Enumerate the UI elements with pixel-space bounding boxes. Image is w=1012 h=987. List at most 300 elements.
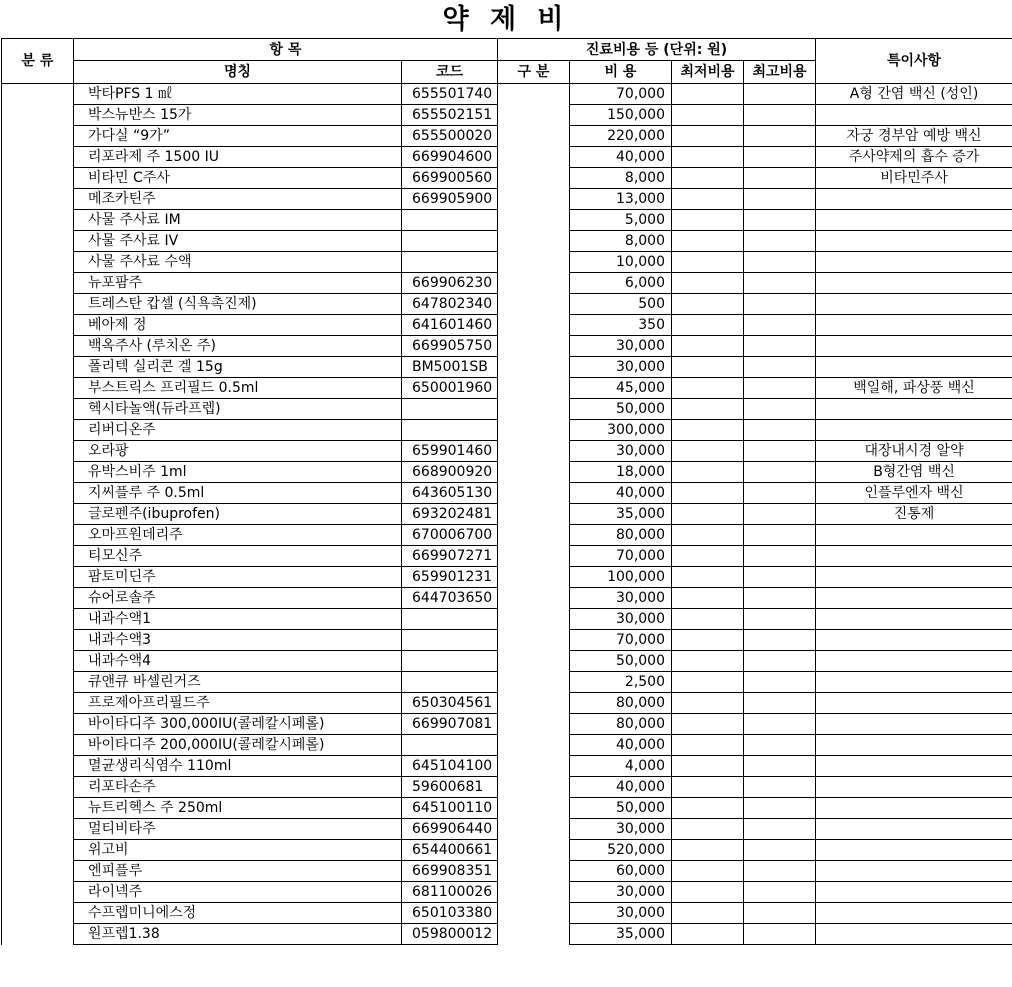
table-row (2, 651, 1012, 672)
drug-code-cell (402, 735, 498, 756)
note-cell (816, 714, 1012, 735)
cost-cell: 18,000 (570, 462, 672, 483)
drug-name-cell: 멸균생리식염수 110ml (74, 756, 402, 777)
category-cell (2, 588, 74, 609)
header-name: 명칭 (74, 61, 402, 84)
note-cell (816, 609, 1012, 630)
category-cell (2, 714, 74, 735)
min-cost-cell (672, 609, 744, 630)
min-cost-cell (672, 630, 744, 651)
table-row (2, 819, 1012, 840)
drug-code-cell: 669906230 (402, 273, 498, 294)
drug-code-cell: 670006700 (402, 525, 498, 546)
cost-cell: 13,000 (570, 189, 672, 210)
cost-cell: 4,000 (570, 756, 672, 777)
note-cell: 인플루엔자 백신 (816, 483, 1012, 504)
drug-name-cell: 바이타디주 200,000IU(콜레칼시페롤) (74, 735, 402, 756)
max-cost-cell (744, 210, 816, 231)
category-cell (2, 819, 74, 840)
table-row (2, 798, 1012, 819)
note-cell: B형간염 백신 (816, 462, 1012, 483)
gubun-cell (498, 483, 570, 504)
drug-name-cell: 헥시타놀액(듀라프렙) (74, 399, 402, 420)
drug-name-cell: 백옥주사 (루치온 주) (74, 336, 402, 357)
min-cost-cell (672, 273, 744, 294)
category-cell (2, 357, 74, 378)
drug-name-cell: 사물 주사료 IV (74, 231, 402, 252)
gubun-cell (498, 819, 570, 840)
max-cost-cell (744, 105, 816, 126)
min-cost-cell (672, 525, 744, 546)
drug-name-cell: 위고비 (74, 840, 402, 861)
category-cell (2, 798, 74, 819)
category-cell (2, 378, 74, 399)
note-cell (816, 798, 1012, 819)
drug-name-cell: 리포타손주 (74, 777, 402, 798)
drug-code-cell: 693202481 (402, 504, 498, 525)
min-cost-cell (672, 798, 744, 819)
note-cell (816, 336, 1012, 357)
category-cell (2, 693, 74, 714)
category-cell (2, 273, 74, 294)
min-cost-cell (672, 651, 744, 672)
min-cost-cell (672, 420, 744, 441)
min-cost-cell (672, 840, 744, 861)
min-cost-cell (672, 672, 744, 693)
max-cost-cell (744, 504, 816, 525)
cost-cell: 70,000 (570, 630, 672, 651)
drug-code-cell: 669908351 (402, 861, 498, 882)
min-cost-cell (672, 357, 744, 378)
table-row (2, 735, 1012, 756)
table-row (2, 126, 1012, 147)
drug-name-cell: 팜토미딘주 (74, 567, 402, 588)
cost-cell: 2,500 (570, 672, 672, 693)
max-cost-cell (744, 693, 816, 714)
cost-cell: 5,000 (570, 210, 672, 231)
cost-cell: 70,000 (570, 84, 672, 105)
drug-code-cell: 650304561 (402, 693, 498, 714)
drug-code-cell: 647802340 (402, 294, 498, 315)
max-cost-cell (744, 588, 816, 609)
drug-name-cell: 오마프원데리주 (74, 525, 402, 546)
gubun-cell (498, 147, 570, 168)
cost-cell: 50,000 (570, 798, 672, 819)
min-cost-cell (672, 378, 744, 399)
table-row (2, 882, 1012, 903)
header-cost: 비 용 (570, 61, 672, 84)
category-cell (2, 441, 74, 462)
note-cell (816, 231, 1012, 252)
drug-name-cell: 원프렙1.38 (74, 924, 402, 945)
drug-name-cell: 지씨플루 주 0.5ml (74, 483, 402, 504)
cost-cell: 30,000 (570, 882, 672, 903)
table-row (2, 231, 1012, 252)
note-cell: 대장내시경 알약 (816, 441, 1012, 462)
header-notes: 특이사항 (816, 39, 1012, 84)
category-cell (2, 840, 74, 861)
drug-code-cell (402, 210, 498, 231)
drug-name-cell: 사물 주사료 수액 (74, 252, 402, 273)
header-category: 분 류 (2, 39, 74, 84)
table-row (2, 672, 1012, 693)
table-row (2, 483, 1012, 504)
table-row (2, 462, 1012, 483)
note-cell (816, 189, 1012, 210)
gubun-cell (498, 525, 570, 546)
min-cost-cell (672, 504, 744, 525)
max-cost-cell (744, 672, 816, 693)
gubun-cell (498, 294, 570, 315)
min-cost-cell (672, 756, 744, 777)
table-row (2, 546, 1012, 567)
table-row (2, 588, 1012, 609)
drug-code-cell: 681100026 (402, 882, 498, 903)
drug-name-cell: 내과수액1 (74, 609, 402, 630)
header-code: 코드 (402, 61, 498, 84)
max-cost-cell (744, 651, 816, 672)
gubun-cell (498, 798, 570, 819)
cost-cell: 50,000 (570, 399, 672, 420)
note-cell (816, 567, 1012, 588)
drug-name-cell: 뉴포팜주 (74, 273, 402, 294)
cost-cell: 40,000 (570, 777, 672, 798)
cost-cell: 300,000 (570, 420, 672, 441)
table-row (2, 420, 1012, 441)
max-cost-cell (744, 567, 816, 588)
note-cell (816, 756, 1012, 777)
note-cell (816, 651, 1012, 672)
category-cell (2, 420, 74, 441)
cost-cell: 30,000 (570, 357, 672, 378)
note-cell: 진통제 (816, 504, 1012, 525)
drug-code-cell: 59600681 (402, 777, 498, 798)
table-row (2, 210, 1012, 231)
table-row (2, 84, 1012, 105)
drug-code-cell: 645104100 (402, 756, 498, 777)
category-cell (2, 651, 74, 672)
drug-name-cell: 부스트릭스 프리필드 0.5ml (74, 378, 402, 399)
category-cell (2, 147, 74, 168)
gubun-cell (498, 546, 570, 567)
drug-name-cell: 내과수액3 (74, 630, 402, 651)
table-row (2, 567, 1012, 588)
min-cost-cell (672, 462, 744, 483)
note-cell (816, 252, 1012, 273)
min-cost-cell (672, 735, 744, 756)
min-cost-cell (672, 336, 744, 357)
drug-name-cell: 슈어로솔주 (74, 588, 402, 609)
min-cost-cell (672, 231, 744, 252)
table-row (2, 294, 1012, 315)
drug-name-cell: 멀티비타주 (74, 819, 402, 840)
max-cost-cell (744, 756, 816, 777)
table-row (2, 756, 1012, 777)
category-cell (2, 861, 74, 882)
drug-code-cell: 669900560 (402, 168, 498, 189)
gubun-cell (498, 735, 570, 756)
note-cell (816, 735, 1012, 756)
category-cell (2, 336, 74, 357)
header-min-cost: 최저비용 (672, 61, 744, 84)
note-cell (816, 924, 1012, 945)
gubun-cell (498, 756, 570, 777)
max-cost-cell (744, 399, 816, 420)
max-cost-cell (744, 861, 816, 882)
category-cell (2, 735, 74, 756)
note-cell (816, 294, 1012, 315)
gubun-cell (498, 609, 570, 630)
gubun-cell (498, 189, 570, 210)
table-row (2, 777, 1012, 798)
note-cell (816, 672, 1012, 693)
max-cost-cell (744, 714, 816, 735)
cost-cell: 45,000 (570, 378, 672, 399)
drug-name-cell: 큐앤큐 바셀린거즈 (74, 672, 402, 693)
drug-name-cell: 오라팡 (74, 441, 402, 462)
note-cell (816, 693, 1012, 714)
gubun-cell (498, 882, 570, 903)
cost-cell: 350 (570, 315, 672, 336)
cost-cell: 80,000 (570, 714, 672, 735)
cost-cell: 8,000 (570, 168, 672, 189)
drug-code-cell (402, 252, 498, 273)
max-cost-cell (744, 546, 816, 567)
table-row (2, 252, 1012, 273)
note-cell (816, 777, 1012, 798)
table-row (2, 273, 1012, 294)
min-cost-cell (672, 126, 744, 147)
table-row (2, 189, 1012, 210)
drug-name-cell: 수프렙미니에스정 (74, 903, 402, 924)
drug-name-cell: 박스뉴반스 15가 (74, 105, 402, 126)
min-cost-cell (672, 588, 744, 609)
max-cost-cell (744, 609, 816, 630)
cost-cell: 150,000 (570, 105, 672, 126)
drug-name-cell: 뉴트리헥스 주 250ml (74, 798, 402, 819)
drug-code-cell (402, 630, 498, 651)
gubun-cell (498, 336, 570, 357)
min-cost-cell (672, 861, 744, 882)
header-cost-group: 진료비용 등 (단위: 원) (498, 39, 816, 61)
cost-cell: 40,000 (570, 147, 672, 168)
drug-name-cell: 프로제아프리필드주 (74, 693, 402, 714)
note-cell (816, 420, 1012, 441)
category-cell (2, 483, 74, 504)
max-cost-cell (744, 924, 816, 945)
note-cell: 자궁 경부암 예방 백신 (816, 126, 1012, 147)
min-cost-cell (672, 84, 744, 105)
max-cost-cell (744, 294, 816, 315)
gubun-cell (498, 651, 570, 672)
drug-name-cell: 티모신주 (74, 546, 402, 567)
drug-code-cell: 669907271 (402, 546, 498, 567)
note-cell (816, 840, 1012, 861)
min-cost-cell (672, 819, 744, 840)
max-cost-cell (744, 735, 816, 756)
drug-code-cell: 645100110 (402, 798, 498, 819)
page-title: 약 제 비 (442, 4, 570, 35)
cost-cell: 500 (570, 294, 672, 315)
note-cell (816, 210, 1012, 231)
drug-code-cell: 643605130 (402, 483, 498, 504)
min-cost-cell (672, 105, 744, 126)
max-cost-cell (744, 819, 816, 840)
min-cost-cell (672, 147, 744, 168)
cost-cell: 50,000 (570, 651, 672, 672)
table-row (2, 924, 1012, 945)
drug-code-cell: BM5001SB (402, 357, 498, 378)
max-cost-cell (744, 378, 816, 399)
category-cell (2, 546, 74, 567)
table-row (2, 315, 1012, 336)
table-row (2, 714, 1012, 735)
min-cost-cell (672, 924, 744, 945)
cost-cell: 100,000 (570, 567, 672, 588)
table-row (2, 861, 1012, 882)
table-row (2, 378, 1012, 399)
gubun-cell (498, 462, 570, 483)
note-cell: 백일해, 파상풍 백신 (816, 378, 1012, 399)
table-row (2, 840, 1012, 861)
note-cell: 주사약제의 흡수 증가 (816, 147, 1012, 168)
category-cell (2, 84, 74, 105)
category-cell (2, 903, 74, 924)
table-row (2, 441, 1012, 462)
max-cost-cell (744, 168, 816, 189)
drug-code-cell: 641601460 (402, 315, 498, 336)
max-cost-cell (744, 798, 816, 819)
max-cost-cell (744, 630, 816, 651)
cost-cell: 220,000 (570, 126, 672, 147)
drug-name-cell: 내과수액4 (74, 651, 402, 672)
note-cell (816, 525, 1012, 546)
cost-cell: 40,000 (570, 483, 672, 504)
drug-code-cell: 669905750 (402, 336, 498, 357)
min-cost-cell (672, 189, 744, 210)
table-row (2, 609, 1012, 630)
note-cell (816, 357, 1012, 378)
gubun-cell (498, 420, 570, 441)
cost-cell: 6,000 (570, 273, 672, 294)
cost-cell: 30,000 (570, 336, 672, 357)
drug-name-cell: 리버디온주 (74, 420, 402, 441)
min-cost-cell (672, 882, 744, 903)
cost-cell: 70,000 (570, 546, 672, 567)
cost-cell: 30,000 (570, 441, 672, 462)
drug-name-cell: 가다실 “9가” (74, 126, 402, 147)
table-row (2, 693, 1012, 714)
max-cost-cell (744, 357, 816, 378)
category-cell (2, 882, 74, 903)
max-cost-cell (744, 441, 816, 462)
drug-code-cell (402, 231, 498, 252)
drug-code-cell: 669906440 (402, 819, 498, 840)
cost-cell: 35,000 (570, 504, 672, 525)
table-body (2, 84, 1012, 945)
drug-name-cell: 트레스탄 캅셀 (식욕촉진제) (74, 294, 402, 315)
min-cost-cell (672, 546, 744, 567)
drug-name-cell: 비타민 C주사 (74, 168, 402, 189)
cost-cell: 10,000 (570, 252, 672, 273)
drug-cost-table (1, 38, 1012, 945)
max-cost-cell (744, 777, 816, 798)
drug-code-cell: 669905900 (402, 189, 498, 210)
note-cell (816, 399, 1012, 420)
cost-cell: 35,000 (570, 924, 672, 945)
min-cost-cell (672, 903, 744, 924)
drug-code-cell: 655501740 (402, 84, 498, 105)
category-cell (2, 189, 74, 210)
gubun-cell (498, 315, 570, 336)
max-cost-cell (744, 840, 816, 861)
category-cell (2, 504, 74, 525)
max-cost-cell (744, 462, 816, 483)
drug-code-cell: 655500020 (402, 126, 498, 147)
gubun-cell (498, 357, 570, 378)
table-row (2, 357, 1012, 378)
gubun-cell (498, 672, 570, 693)
max-cost-cell (744, 273, 816, 294)
note-cell (816, 315, 1012, 336)
category-cell (2, 294, 74, 315)
gubun-cell (498, 441, 570, 462)
table-row (2, 525, 1012, 546)
gubun-cell (498, 840, 570, 861)
gubun-cell (498, 714, 570, 735)
drug-code-cell: 654400661 (402, 840, 498, 861)
max-cost-cell (744, 189, 816, 210)
gubun-cell (498, 399, 570, 420)
note-cell (816, 588, 1012, 609)
drug-code-cell: 669904600 (402, 147, 498, 168)
gubun-cell (498, 924, 570, 945)
table-row (2, 903, 1012, 924)
drug-name-cell: 폴리텍 실리콘 겔 15g (74, 357, 402, 378)
table-row (2, 336, 1012, 357)
cost-cell: 80,000 (570, 525, 672, 546)
note-cell (816, 882, 1012, 903)
category-cell (2, 630, 74, 651)
drug-name-cell: 베아제 정 (74, 315, 402, 336)
cost-cell: 520,000 (570, 840, 672, 861)
category-cell (2, 609, 74, 630)
note-cell (816, 105, 1012, 126)
max-cost-cell (744, 420, 816, 441)
drug-name-cell: 박타PFS 1 ㎖ (74, 84, 402, 105)
gubun-cell (498, 378, 570, 399)
min-cost-cell (672, 210, 744, 231)
gubun-cell (498, 861, 570, 882)
min-cost-cell (672, 399, 744, 420)
drug-name-cell: 유박스비주 1ml (74, 462, 402, 483)
category-cell (2, 924, 74, 945)
min-cost-cell (672, 567, 744, 588)
max-cost-cell (744, 525, 816, 546)
drug-code-cell: 650103380 (402, 903, 498, 924)
max-cost-cell (744, 882, 816, 903)
cost-cell: 8,000 (570, 231, 672, 252)
cost-cell: 30,000 (570, 609, 672, 630)
gubun-cell (498, 210, 570, 231)
cost-cell: 80,000 (570, 693, 672, 714)
min-cost-cell (672, 294, 744, 315)
drug-code-cell: 059800012 (402, 924, 498, 945)
min-cost-cell (672, 315, 744, 336)
note-cell (816, 273, 1012, 294)
min-cost-cell (672, 252, 744, 273)
table-row (2, 168, 1012, 189)
